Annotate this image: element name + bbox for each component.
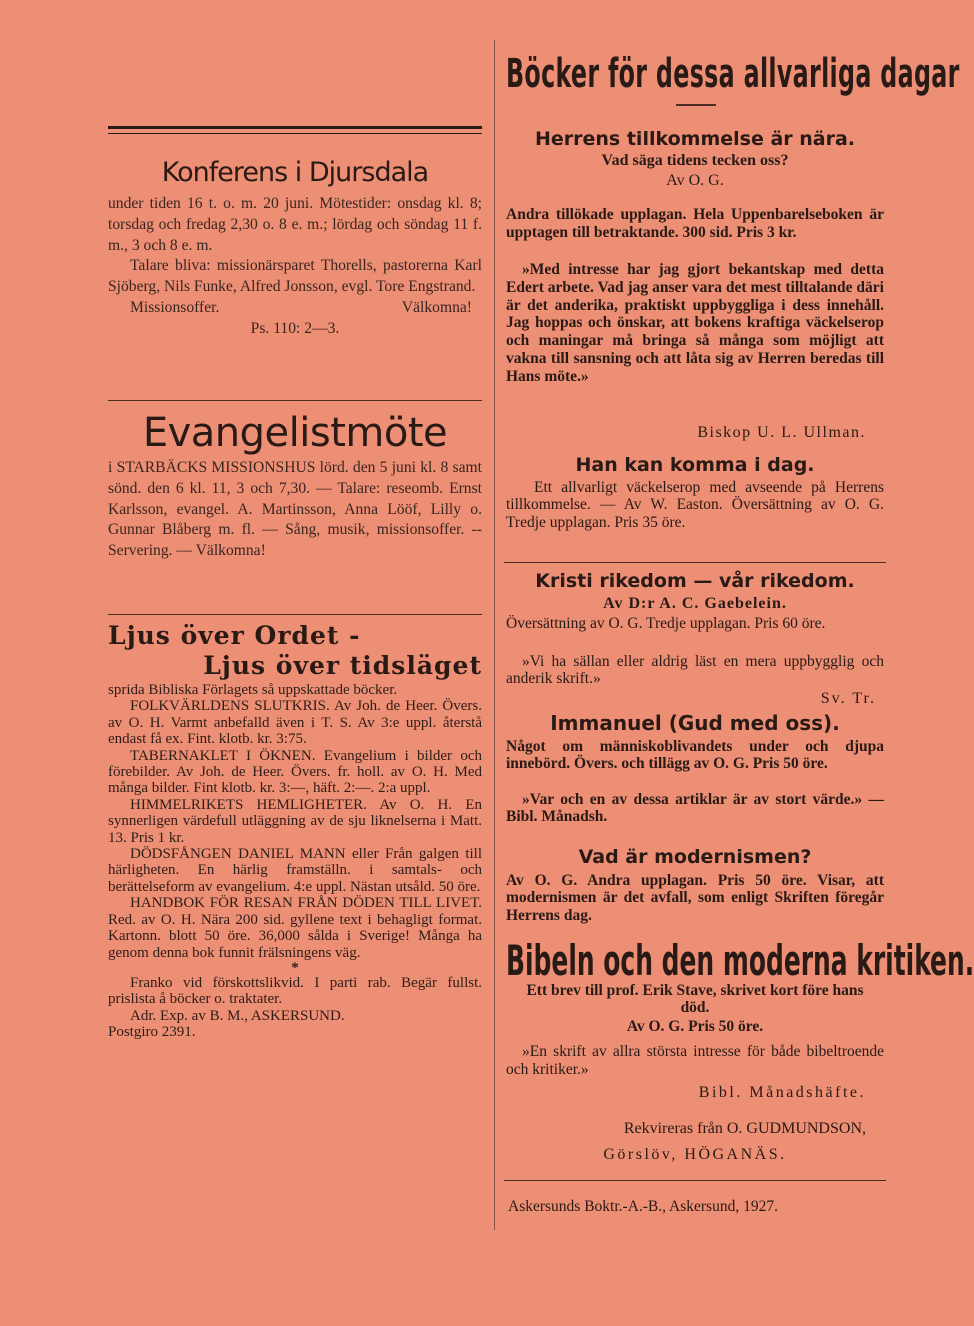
evangelist-body: i STARBÄCKS MISSIONSHUS lörd. den 5 juni kl. 8 samt sönd. den 6 kl. 11, 3 och 7,30. — Talare: reseomb. Ernst Karlsson, evangel. A. Martinsson, Anna Lööf, Lilly o. Gunnar Blåberg m. fl. — Sång, musik, missionsoffer. -- Servering. — Välkomna!	[108, 459, 482, 560]
modern-title: Vad är modernismen?	[578, 846, 812, 868]
ljus-intro: sprida Bibliska Förlagets så uppskattade böcker.	[108, 682, 398, 698]
bibeln-author: Av O. G. Pris 50 öre.	[626, 1018, 764, 1035]
kristi-title: Kristi rikedom — vår rikedom.	[535, 570, 855, 592]
herrens-title: Herrens tillkommelse är nära.	[534, 128, 856, 150]
bibeln-sub: Ett brev till prof. Erik Stave, skrivet kort före hans död.	[526, 982, 864, 1017]
kristi-sign: Sv. Tr.	[820, 690, 876, 707]
han-title: Han kan komma i dag.	[575, 454, 815, 476]
ljus-block	[108, 682, 482, 1041]
ljus-item-1: FOLKVÄRLDENS SLUTKRIS. Av Joh. de Heer. Övers. av O. H. Varmt anbefalld även i T. S. Av 3:e uppl. återstå endast få ex. Fint. klotb. kr. 3:75.	[108, 698, 482, 748]
bibeln-title: Bibeln och den moderna kritiken.	[506, 936, 974, 985]
herrens-sign: Biskop U. L. Ullman.	[697, 424, 866, 441]
modern-body: Av O. G. Andra upplagan. Pris 50 öre. Visar, att modernismen är det avfall, som enligt Skriften föregår Herrens dag.	[506, 872, 884, 924]
bibeln-quote: »En skrift av allra största intresse för både bibeltroende och kritiker.»	[506, 1043, 884, 1078]
ljus-item-3: HIMMELRIKETS HEMLIGHETER. Av O. H. En synnerligen värdefull utläggning av de sju liknelserna i Matt. 13. Pris 1 kr.	[108, 796, 482, 846]
immanuel-title: Immanuel (Gud med oss).	[550, 711, 840, 735]
immanuel-body: Något om människoblivandets under och djupa innebörd. Övers. och tillägg av O. G. Pris 50 öre.	[506, 738, 884, 773]
top-rule	[108, 126, 482, 134]
konferens-ps: Ps. 110: 2—3.	[250, 319, 340, 337]
kristi-body: Översättning av O. G. Tredje upplagan. Pris 60 öre.	[506, 615, 826, 632]
konferens-offer-line	[108, 298, 482, 319]
konferens-body: under tiden 16 t. o. m. 20 juni. Mötestider: onsdag kl. 8; torsdag och fredag 2,30 o. 8 e. m.; lördag och söndag 11 f. m., 3 och 8 e. m.	[108, 195, 482, 254]
kristi-author: Av D:r A. C. Gaebelein.	[603, 595, 787, 612]
right-header-title: Böcker för dessa allvarliga dagar	[506, 51, 960, 97]
konferens-talare: Talare bliva: missionärsparet Thorells, pastorerna Karl Sjöberg, Nils Funke, Alfred Jonsson, evgl. Tore Engstrand.	[108, 257, 482, 296]
konferens-valkomna: Välkomna!	[401, 298, 472, 316]
order-line-1: Rekvireras från O. GUDMUNDSON,	[623, 1120, 866, 1137]
herrens-author: Av O. G.	[666, 172, 724, 189]
ljus-star: *	[291, 959, 299, 976]
rule-2	[108, 614, 482, 615]
herrens-sub: Vad säga tidens tecken oss?	[601, 152, 789, 169]
rule-3	[504, 562, 886, 563]
printer-line: Askersunds Boktr.-A.-B., Askersund, 1927.	[508, 1198, 778, 1215]
ljus-item-4: DÖDSFÅNGEN DANIEL MANN eller Från galgen till härligheten. En härlig framställn. i samtals- och berättelseform av evangelium. 4:e uppl. Nästan utsåld. 50 öre.	[108, 846, 482, 895]
ljus-postgiro: Postgiro 2391.	[108, 1024, 196, 1041]
order-line-2: Görslöv, HÖGANÄS.	[603, 1146, 787, 1163]
bibeln-sign: Bibl. Månadshäfte.	[698, 1084, 866, 1101]
konferens-offer: Missionsoffer.	[130, 298, 220, 316]
ljus-item-5: HANDBOK FÖR RESAN FRÅN DÖDEN TILL LIVET. Red. av O. H. Nära 200 sid. gyllene text i behagligt format. Kartonn. blott 50 öre. 36,000 sålda i Sverige! Många ha genom denna bok funnit frälsningens väg.	[108, 895, 482, 961]
rule-1	[108, 400, 482, 401]
ljus-title-2: Ljus över tidsläget	[203, 651, 482, 680]
evangelist-title: Evangelistmöte	[142, 410, 448, 456]
ljus-title-1: Ljus över Ordet -	[108, 621, 361, 650]
immanuel-quote: »Var och en av dessa artiklar är av stort värde.» — Bibl. Månadsh.	[506, 791, 884, 826]
ljus-adr: Adr. Exp. av B. M., ASKERSUND.	[130, 1007, 345, 1024]
column-divider	[494, 40, 495, 1230]
konferens-block	[108, 194, 482, 340]
konferens-title: Konferens i Djursdala	[161, 157, 429, 188]
herrens-quote: »Med intresse har jag gjort bekantskap med detta Edert arbete. Vad jag anser vara det mest tilltalande däri är det anderika, praktiskt uppbyggliga i dess innehåll. Jag hoppas och önskar, att bokens kraftiga väckelserop och maningar må bringa så många som möjligt att vakna till sansning och att låta sig av Herren beredas till Hans möte.»	[506, 261, 884, 385]
rule-4	[504, 1180, 886, 1181]
kristi-quote: »Vi ha sällan eller aldrig läst en mera uppbygglig och anderik skrift.»	[506, 653, 884, 688]
ljus-item-2: TABERNAKLET I ÖKNEN. Evangelium i bilder och förebilder. Av Joh. de Heer. Övers. fr. holl. av O. H. Med många bilder. Fint klotb. kr. 3:—, häft. 2:—. 2:a uppl.	[108, 747, 482, 797]
header-dash	[676, 104, 716, 106]
han-body: Ett allvarligt väckelserop med avseende på Herrens tillkommelse. — Av W. Easton. Översättning av O. G. Tredje upplagan. Pris 35 öre.	[506, 479, 884, 531]
ljus-franko: Franko vid förskottslikvid. I parti rab. Begär fullst. prislista å böcker o. traktater.	[108, 974, 482, 1008]
herrens-body: Andra tillökade upplagan. Hela Uppenbarelseboken är upptagen till betraktande. 300 sid. Pris 3 kr.	[506, 206, 884, 241]
